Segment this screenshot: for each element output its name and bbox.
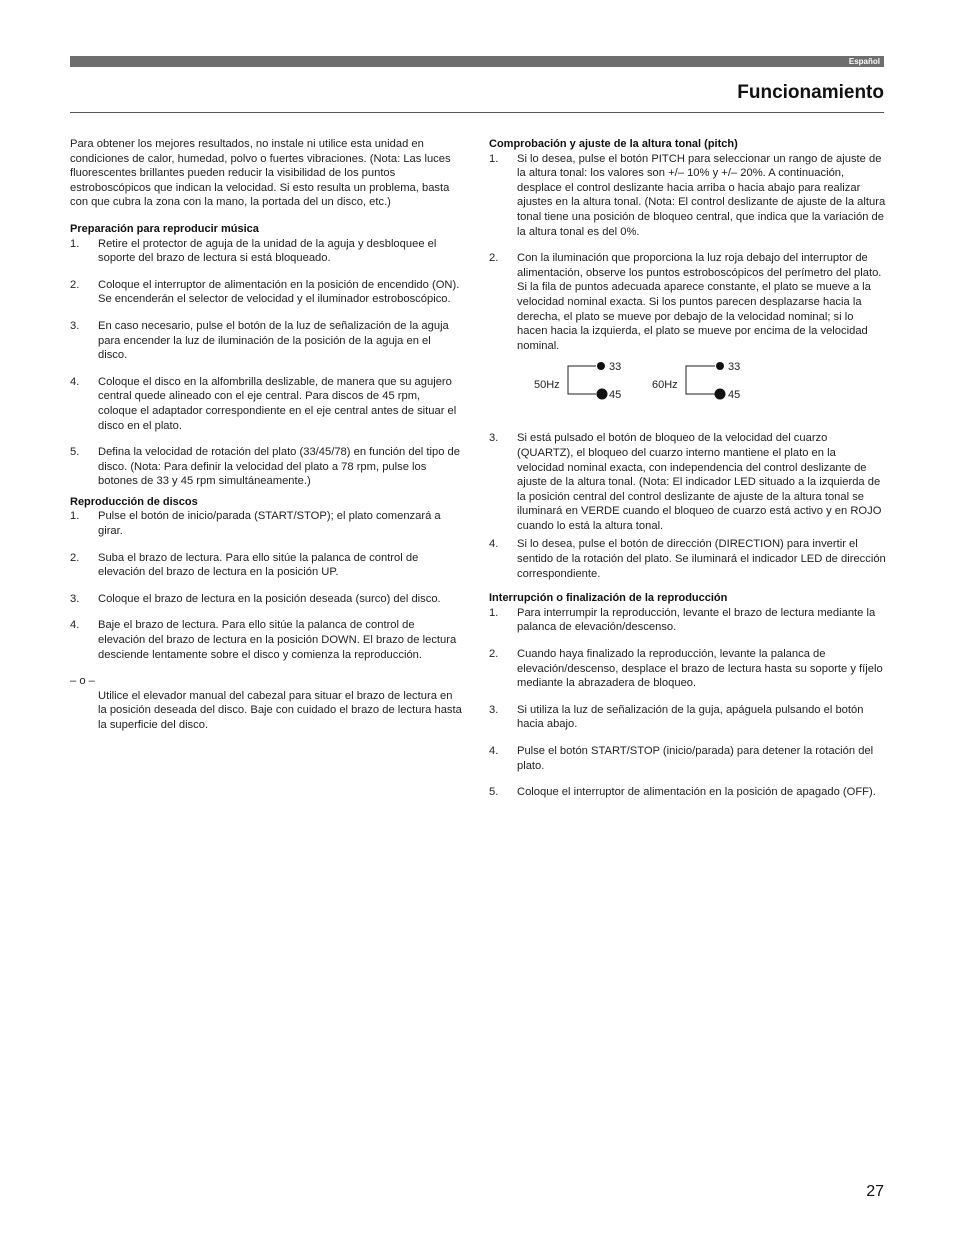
list-item [70,551,462,580]
or-separator: – o – [70,675,95,688]
item-number: 3. [70,592,80,605]
list-item [489,251,886,353]
label-45: 45 [728,389,741,402]
list-item [70,375,462,433]
bracket-50hz [568,366,596,394]
label-33: 33 [609,361,622,374]
list-item [70,509,462,538]
item-text: En caso necesario, pulse el botón de la luz de señalización de la aguja para encender la luz de iluminación de la posición de la aguja en el disco. [98,319,449,362]
playback-list [70,509,462,662]
section-heading-playback: Reproducción de discos [70,495,198,508]
list-item [70,618,462,662]
item-number: 3. [489,703,499,716]
item-number: 1. [489,152,499,165]
item-text: Si lo desea, pulse el botón de dirección (DIRECTION) para invertir el sentido de la rotación del plato. Se iluminará el indicador LED de dirección correspondiente. [517,538,886,580]
list-item [489,744,886,773]
item-text: Pulse el botón de inicio/parada (START/STOP); el plato comenzará a girar. [98,510,441,538]
item-text: Para interrumpir la reproducción, levante el brazo de lectura mediante la palanca de elevación/descenso. [517,606,876,634]
stop-list [489,606,886,800]
item-number: 3. [489,432,499,445]
item-number: 2. [70,278,80,291]
strobe-dot-45 [597,389,608,400]
bracket-60hz [686,366,715,394]
item-number: 4. [70,619,80,632]
page-title: Funcionamiento [737,82,884,103]
section-heading-pitch: Comprobación y ajuste de la altura tonal (pitch) [489,138,738,150]
item-text: Coloque el disco en la alfombrilla deslizable, de manera que su agujero central quede alineado con el eje central. Para discos de 45 rpm, coloque el adaptador correspondiente en el eje central antes de situar el disco en el plato. [98,375,457,432]
label-33: 33 [728,361,741,374]
alternative-paragraph: Utilice el elevador manual del cabezal para situar el brazo de lectura en la posición deseada del disco. Baje con cuidado el brazo de lectura hasta la superficie del disco. [98,689,462,731]
preparation-list [70,237,462,489]
item-number: 1. [489,606,499,619]
strobe-group-60hz [652,361,740,401]
item-number: 1. [70,237,80,250]
item-number: 4. [70,375,80,388]
strobe-dots-illustration [489,357,886,419]
strobe-dot-33 [597,362,605,370]
item-text: Si lo desea, pulse el botón PITCH para seleccionar un rango de ajuste de la altura tonal: los valores son +/– 10% y +/– 20%. A continuación, desplace el control deslizante hacia arriba o hacia abajo para realizar ajustes en la altura tonal. (Nota: El control deslizante de ajuste de la altura tonal tiene una posición de bloqueo central, que indica que la variación de la altura tonal es del 0%. [517,152,886,238]
list-item [489,785,886,800]
list-item [70,319,462,363]
item-text: Suba el brazo de lectura. Para ello sitúe la palanca de control de elevación del brazo de lectura en la posición UP. [98,551,419,579]
item-number: 2. [489,252,499,265]
item-text: Baje el brazo de lectura. Para ello sitúe la palanca de control de elevación del brazo de lectura en la posición DOWN. El brazo de lectura desciende lentamente sobre el disco y comienza la reproducción. [98,619,457,661]
list-item [489,647,886,691]
item-number: 5. [489,786,499,799]
item-number: 4. [489,745,499,757]
item-text: Coloque el brazo de lectura en la posición deseada (surco) del disco. [98,592,441,605]
list-item [489,606,886,635]
list-item [489,152,886,240]
label-50hz: 50Hz [534,379,560,392]
label-60hz: 60Hz [652,379,678,392]
strobe-dot-33 [716,362,724,370]
section-heading-preparation: Preparación para reproducir música [70,222,259,235]
left-column [70,137,462,733]
item-text: Si está pulsado el botón de bloqueo de la velocidad del cuarzo (QUARTZ), el bloqueo del cuarzo interno mantiene el plato en la velocidad nominal exacta, con independencia del control deslizante de ajuste de la altura tonal. (Nota: El indicador LED situado a la izquierda de la posición central del control deslizante de ajuste de la altura tonal se iluminará en VERDE cuando el bloqueo de cuarzo está activo y en ROJO cuando lo está la altura tonal. [517,432,882,532]
item-text: Coloque el interruptor de alimentación en la posición de encendido (ON). Se encenderán el selector de velocidad y el iluminador estroboscópico. [98,278,460,306]
right-column [489,137,886,812]
title-divider [70,112,884,113]
item-text: Cuando haya finalizado la reproducción, levante la palanca de elevación/descenso, desplace el brazo de lectura hasta su soporte y fíjelo mediante la abrazadera de bloqueo. [517,648,883,690]
language-label: Español [848,57,880,66]
item-number: 2. [489,648,499,661]
item-text: Pulse el botón START/STOP (inicio/parada) para detener la rotación del plato. [517,745,874,772]
list-item [489,703,886,732]
item-text: Coloque el interruptor de alimentación en la posición de apagado (OFF). [517,786,876,799]
list-item [489,431,886,533]
item-number: 2. [70,551,80,564]
item-text: Si utiliza la luz de señalización de la guja, apáguela pulsando el botón hacia abajo. [517,703,864,731]
item-number: 4. [489,538,499,551]
strobe-diagram [489,357,886,419]
page-number: 27 [866,1183,884,1200]
strobe-group-50hz [534,361,621,401]
item-number: 5. [70,446,80,459]
list-item [70,592,462,607]
item-text: Retire el protector de aguja de la unidad de la aguja y desbloquee el soporte del brazo de lectura si está bloqueado. [98,237,437,265]
list-item [489,537,886,581]
language-bar [70,56,884,67]
item-number: 1. [70,510,80,523]
item-text: Con la iluminación que proporciona la luz roja debajo del interruptor de alimentación, observe los puntos estroboscópicos del perímetro del plato. Si la fila de puntos adecuada aparece constante, el plato se mueve a la velocidad nominal exacta. Si los puntos parecen desplazarse hacia la derecha, el plato se mueve por debajo de la velocidad nominal; si lo hacen hacia la izquierda, el plato se mueve por encima de la velocidad nominal. [517,252,882,352]
pitch-list [489,152,886,354]
list-item [70,237,462,266]
intro-paragraph: Para obtener los mejores resultados, no instale ni utilice esta unidad en condiciones de calor, humedad, polvo o fuertes vibraciones. (Nota: Las luces fluorescentes brillantes pueden reducir la visibilidad de los puntos estroboscópicos que indican la velocidad. Si esto resulta un problema, basta con que cubra la zona con la mano, la portada del un disco, etc.) [70,138,451,209]
item-text: Defina la velocidad de rotación del plato (33/45/78) en función del tipo de disco. (Nota: Para definir la velocidad del plato a 78 rpm, pulse los botones de 33 y 45 rpm simultáneamente.) [98,446,460,488]
pitch-list-continued [489,431,886,581]
item-number: 3. [70,319,80,332]
strobe-dot-45 [715,389,726,400]
list-item [70,278,462,307]
label-45: 45 [609,389,622,402]
section-heading-stop: Interrupción o finalización de la reproducción [489,592,728,605]
list-item [70,445,462,489]
